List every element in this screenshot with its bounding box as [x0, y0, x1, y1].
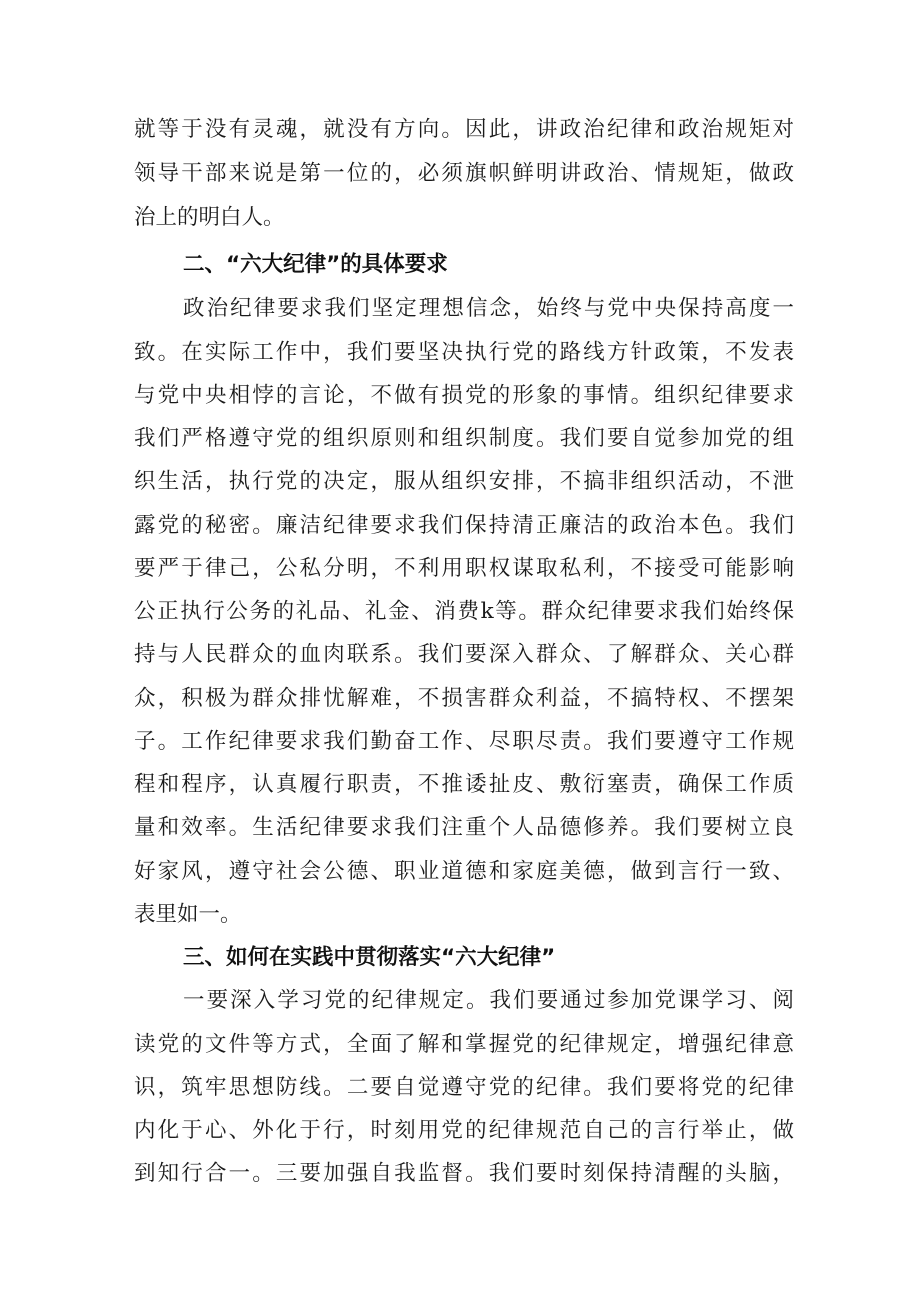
- paragraph-line: 一要深入学习党的纪律规定。我们要通过参加党课学习、阅: [183, 988, 794, 1013]
- paragraph-line: 露党的秘密。廉洁纪律要求我们保持清正廉洁的政治本色。我们: [134, 513, 794, 538]
- paragraph-line: 与党中央相悖的言论，不做有损党的形象的事情。组织纪律要求: [134, 383, 794, 408]
- paragraph-line: 持与人民群众的血肉联系。我们要深入群众、了解群众、关心群: [134, 642, 794, 667]
- section-heading-3: 三、如何在实践中贯彻落实“六大纪律”: [183, 945, 556, 970]
- paragraph-line: 公正执行公务的礼品、礼金、消费k等。群众纪律要求我们始终保: [134, 599, 794, 624]
- section-heading-2: 二、“六大纪律”的具体要求: [183, 252, 448, 277]
- paragraph-line: 政治纪律要求我们坚定理想信念，始终与党中央保持高度一: [183, 296, 794, 321]
- paragraph-line: 众，积极为群众排忧解难，不损害群众利益，不搞特权、不摆架: [134, 686, 794, 711]
- paragraph-line: 致。在实际工作中，我们要坚决执行党的路线方针政策，不发表: [134, 340, 794, 365]
- paragraph-line: 到知行合一。三要加强自我监督。我们要时刻保持清醒的头脑，: [134, 1161, 794, 1186]
- paragraph-line: 表里如一。: [134, 902, 242, 927]
- paragraph-line: 子。工作纪律要求我们勤奋工作、尽职尽责。我们要遵守工作规: [134, 729, 794, 754]
- paragraph-line: 好家风，遵守社会公德、职业道德和家庭美德，做到言行一致、: [134, 859, 794, 884]
- paragraph-line: 量和效率。生活纪律要求我们注重个人品德修养。我们要树立良: [134, 815, 794, 840]
- paragraph-line: 要严于律己，公私分明，不利用职权谋取私利，不接受可能影响: [134, 556, 794, 581]
- paragraph-line: 读党的文件等方式，全面了解和掌握党的纪律规定，增强纪律意: [134, 1032, 794, 1057]
- paragraph-line: 内化于心、外化于行，时刻用党的纪律规范自己的言行举止，做: [134, 1118, 794, 1143]
- paragraph-line: 治上的明白人。: [134, 205, 285, 230]
- paragraph-line: 就等于没有灵魂，就没有方向。因此，讲政治纪律和政治规矩对: [134, 117, 794, 142]
- paragraph-line: 识，筑牢思想防线。二要自觉遵守党的纪律。我们要将党的纪律: [134, 1075, 794, 1100]
- paragraph-line: 织生活，执行党的决定，服从组织安排，不搞非组织活动，不泄: [134, 469, 794, 494]
- paragraph-line: 我们严格遵守党的组织原则和组织制度。我们要自觉参加党的组: [134, 426, 794, 451]
- paragraph-line: 程和程序，认真履行职责，不推诿扯皮、敷衍塞责，确保工作质: [134, 772, 794, 797]
- paragraph-line: 领导干部来说是第一位的，必须旗帜鲜明讲政治、情规矩，做政: [134, 161, 794, 186]
